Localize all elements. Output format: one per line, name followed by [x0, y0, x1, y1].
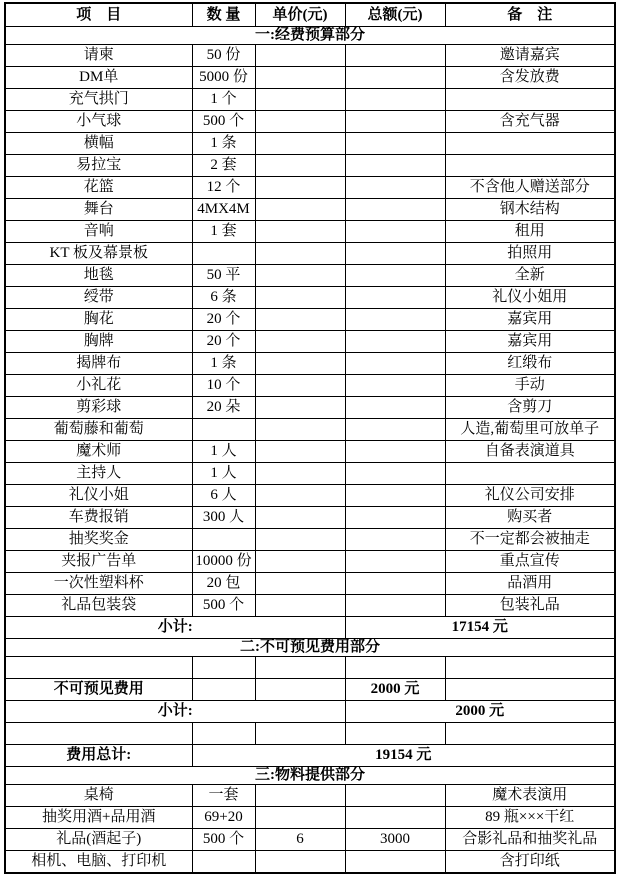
empty-cell: [255, 657, 345, 679]
cell-note: 礼仪小姐用: [445, 287, 615, 309]
cell-item: 易拉宝: [5, 155, 192, 177]
cell-total: [345, 573, 445, 595]
cell-unit-price: [255, 353, 345, 375]
section-label: 二:不可预见费用部分: [5, 639, 615, 657]
item-row: [5, 155, 615, 177]
cell-total: [345, 419, 445, 441]
item-row: [5, 243, 615, 265]
item-row: [5, 331, 615, 353]
cell-note: [445, 463, 615, 485]
cell-qty: 6 条: [192, 287, 255, 309]
cell-item: 小礼花: [5, 375, 192, 397]
cell-note: 租用: [445, 221, 615, 243]
cell-item: 礼仪小姐: [5, 485, 192, 507]
cell-qty: 500 个: [192, 111, 255, 133]
cell-total: [345, 67, 445, 89]
cell-item: 胸花: [5, 309, 192, 331]
cell-note: 含打印纸: [445, 851, 615, 874]
item-row: [5, 45, 615, 67]
cell-total: 2000 元: [345, 679, 445, 701]
subtotal-value-cell: 17154 元: [345, 617, 615, 639]
cell-total: [345, 529, 445, 551]
cell-unit-price: [255, 679, 345, 701]
item-row: [5, 221, 615, 243]
cell-total: [345, 177, 445, 199]
cell-note: 含发放费: [445, 67, 615, 89]
cell-item: 一次性塑料杯: [5, 573, 192, 595]
cell-qty: 一套: [192, 785, 255, 807]
cell-total: [345, 45, 445, 67]
cell-qty: 1 条: [192, 133, 255, 155]
item-row: [5, 595, 615, 617]
item-row: [5, 441, 615, 463]
cell-unit-price: [255, 573, 345, 595]
subtotal-value-cell: 2000 元: [345, 701, 615, 723]
cell-qty: [192, 419, 255, 441]
cell-total: [345, 309, 445, 331]
cell-item: 横幅: [5, 133, 192, 155]
cell-qty: 20 包: [192, 573, 255, 595]
cell-qty: 50 平: [192, 265, 255, 287]
budget-table: [4, 2, 616, 874]
cell-total: [345, 111, 445, 133]
cell-total: [345, 507, 445, 529]
cell-unit-price: [255, 133, 345, 155]
empty-row: [5, 723, 615, 745]
cell-unit-price: [255, 309, 345, 331]
cell-item: 夹报广告单: [5, 551, 192, 573]
cell-qty: 20 朵: [192, 397, 255, 419]
cell-total: [345, 265, 445, 287]
cell-note: 礼仪公司安排: [445, 485, 615, 507]
cell-item: 礼品包装袋: [5, 595, 192, 617]
header-row: [5, 3, 615, 27]
cell-unit-price: [255, 463, 345, 485]
cell-item: DM单: [5, 67, 192, 89]
cell-total: [345, 89, 445, 111]
item-row: [5, 807, 615, 829]
cell-note: 邀请嘉宾: [445, 45, 615, 67]
item-row: [5, 111, 615, 133]
cell-unit-price: [255, 807, 345, 829]
cell-unit-price: [255, 331, 345, 353]
grand-total-label-cell: 费用总计:: [5, 745, 192, 767]
subtotal-row: [5, 617, 615, 639]
cell-note: [445, 133, 615, 155]
cell-item: 桌椅: [5, 785, 192, 807]
subtotal-row: [5, 701, 615, 723]
empty-cell: [255, 723, 345, 745]
cell-qty: 500 个: [192, 595, 255, 617]
empty-cell: [5, 723, 192, 745]
item-row: [5, 397, 615, 419]
cell-unit-price: [255, 785, 345, 807]
cell-qty: 20 个: [192, 309, 255, 331]
cell-unit-price: [255, 507, 345, 529]
cell-note: 不含他人赠送部分: [445, 177, 615, 199]
cell-qty: 1 人: [192, 441, 255, 463]
cell-item: 地毯: [5, 265, 192, 287]
cell-total: [345, 287, 445, 309]
cell-note: 钢木结构: [445, 199, 615, 221]
cell-unit-price: [255, 221, 345, 243]
cell-item: 充气拱门: [5, 89, 192, 111]
cell-total: [345, 441, 445, 463]
cell-qty: 1 个: [192, 89, 255, 111]
cell-note: 89 瓶×××干红: [445, 807, 615, 829]
item-row: [5, 785, 615, 807]
empty-cell: [445, 657, 615, 679]
column-header: 项 目: [5, 3, 192, 27]
cell-item: 葡萄藤和葡萄: [5, 419, 192, 441]
cell-item: 剪彩球: [5, 397, 192, 419]
item-row: [5, 679, 615, 701]
item-row: [5, 485, 615, 507]
cell-unit-price: [255, 287, 345, 309]
cell-total: [345, 353, 445, 375]
cell-unit-price: [255, 45, 345, 67]
cell-unit-price: [255, 67, 345, 89]
section-row: [5, 767, 615, 785]
cell-note: 自备表演道具: [445, 441, 615, 463]
cell-note: 拍照用: [445, 243, 615, 265]
cell-total: [345, 485, 445, 507]
section-label: 三:物料提供部分: [5, 767, 615, 785]
cell-item: 魔术师: [5, 441, 192, 463]
cell-unit-price: [255, 529, 345, 551]
cell-unit-price: [255, 375, 345, 397]
cell-qty: 50 份: [192, 45, 255, 67]
column-header: 备 注: [445, 3, 615, 27]
cell-qty: 20 个: [192, 331, 255, 353]
section-row: [5, 639, 615, 657]
item-row: [5, 353, 615, 375]
item-row: [5, 265, 615, 287]
cell-item: 不可预见费用: [5, 679, 192, 701]
item-row: [5, 133, 615, 155]
cell-qty: [192, 529, 255, 551]
cell-qty: 300 人: [192, 507, 255, 529]
cell-total: [345, 375, 445, 397]
cell-unit-price: [255, 419, 345, 441]
cell-total: [345, 133, 445, 155]
column-header: 总额(元): [345, 3, 445, 27]
cell-total: [345, 595, 445, 617]
cell-total: [345, 785, 445, 807]
cell-note: 全新: [445, 265, 615, 287]
cell-note: 合影礼品和抽奖礼品: [445, 829, 615, 851]
empty-cell: [345, 657, 445, 679]
empty-cell: [5, 657, 192, 679]
cell-qty: 5000 份: [192, 67, 255, 89]
cell-item: 抽奖奖金: [5, 529, 192, 551]
cell-note: 嘉宾用: [445, 331, 615, 353]
item-row: [5, 507, 615, 529]
cell-item: 车费报销: [5, 507, 192, 529]
cell-total: [345, 807, 445, 829]
cell-total: [345, 463, 445, 485]
item-row: [5, 177, 615, 199]
subtotal-label-cell: 小计:: [5, 701, 345, 723]
budget-table-body: [5, 3, 615, 873]
cell-unit-price: [255, 397, 345, 419]
cell-qty: 1 条: [192, 353, 255, 375]
empty-cell: [445, 723, 615, 745]
cell-unit-price: [255, 243, 345, 265]
cell-note: 手动: [445, 375, 615, 397]
empty-cell: [345, 723, 445, 745]
cell-item: 胸牌: [5, 331, 192, 353]
item-row: [5, 309, 615, 331]
cell-qty: 12 个: [192, 177, 255, 199]
cell-item: 主持人: [5, 463, 192, 485]
cell-total: 3000: [345, 829, 445, 851]
cell-item: 揭牌布: [5, 353, 192, 375]
cell-total: [345, 551, 445, 573]
cell-note: [445, 679, 615, 701]
grand-total-row: [5, 745, 615, 767]
cell-note: 重点宣传: [445, 551, 615, 573]
cell-item: 小气球: [5, 111, 192, 133]
item-row: [5, 287, 615, 309]
item-row: [5, 89, 615, 111]
grand-total-value-cell: 19154 元: [192, 745, 615, 767]
cell-qty: 10 个: [192, 375, 255, 397]
cell-total: [345, 331, 445, 353]
cell-unit-price: [255, 485, 345, 507]
item-row: [5, 375, 615, 397]
cell-item: 绶带: [5, 287, 192, 309]
item-row: [5, 551, 615, 573]
cell-qty: 10000 份: [192, 551, 255, 573]
cell-total: [345, 221, 445, 243]
cell-note: 品酒用: [445, 573, 615, 595]
cell-note: 包装礼品: [445, 595, 615, 617]
cell-note: [445, 155, 615, 177]
column-header: 单价(元): [255, 3, 345, 27]
cell-qty: [192, 679, 255, 701]
cell-item: 相机、电脑、打印机: [5, 851, 192, 874]
cell-qty: 6 人: [192, 485, 255, 507]
cell-unit-price: [255, 265, 345, 287]
item-row: [5, 829, 615, 851]
cell-note: 含剪刀: [445, 397, 615, 419]
cell-item: 请柬: [5, 45, 192, 67]
empty-cell: [192, 723, 255, 745]
cell-item: KT 板及幕景板: [5, 243, 192, 265]
cell-qty: 4MX4M: [192, 199, 255, 221]
cell-note: 含充气器: [445, 111, 615, 133]
cell-unit-price: [255, 441, 345, 463]
cell-qty: 1 人: [192, 463, 255, 485]
cell-qty: 69+20: [192, 807, 255, 829]
cell-unit-price: [255, 177, 345, 199]
section-row: [5, 27, 615, 45]
cell-total: [345, 851, 445, 874]
item-row: [5, 851, 615, 874]
cell-item: 花篮: [5, 177, 192, 199]
subtotal-label-cell: 小计:: [5, 617, 345, 639]
cell-unit-price: [255, 155, 345, 177]
cell-total: [345, 155, 445, 177]
cell-note: [445, 89, 615, 111]
empty-cell: [192, 657, 255, 679]
cell-note: 购买者: [445, 507, 615, 529]
cell-item: 礼品(酒起子): [5, 829, 192, 851]
cell-note: 不一定都会被抽走: [445, 529, 615, 551]
item-row: [5, 529, 615, 551]
cell-total: [345, 243, 445, 265]
cell-qty: 500 个: [192, 829, 255, 851]
cell-item: 抽奖用酒+品用酒: [5, 807, 192, 829]
section-label: 一:经费预算部分: [5, 27, 615, 45]
cell-qty: [192, 851, 255, 874]
cell-unit-price: [255, 89, 345, 111]
item-row: [5, 419, 615, 441]
cell-qty: 1 套: [192, 221, 255, 243]
cell-unit-price: [255, 551, 345, 573]
item-row: [5, 67, 615, 89]
column-header: 数 量: [192, 3, 255, 27]
cell-note: 红缎布: [445, 353, 615, 375]
cell-total: [345, 397, 445, 419]
cell-note: 嘉宾用: [445, 309, 615, 331]
cell-qty: 2 套: [192, 155, 255, 177]
cell-unit-price: [255, 851, 345, 874]
empty-row: [5, 657, 615, 679]
cell-note: 人造,葡萄里可放单子: [445, 419, 615, 441]
cell-item: 音响: [5, 221, 192, 243]
cell-unit-price: [255, 199, 345, 221]
cell-unit-price: [255, 595, 345, 617]
cell-unit-price: 6: [255, 829, 345, 851]
cell-total: [345, 199, 445, 221]
item-row: [5, 463, 615, 485]
cell-qty: [192, 243, 255, 265]
item-row: [5, 573, 615, 595]
item-row: [5, 199, 615, 221]
cell-unit-price: [255, 111, 345, 133]
cell-note: 魔术表演用: [445, 785, 615, 807]
cell-item: 舞台: [5, 199, 192, 221]
